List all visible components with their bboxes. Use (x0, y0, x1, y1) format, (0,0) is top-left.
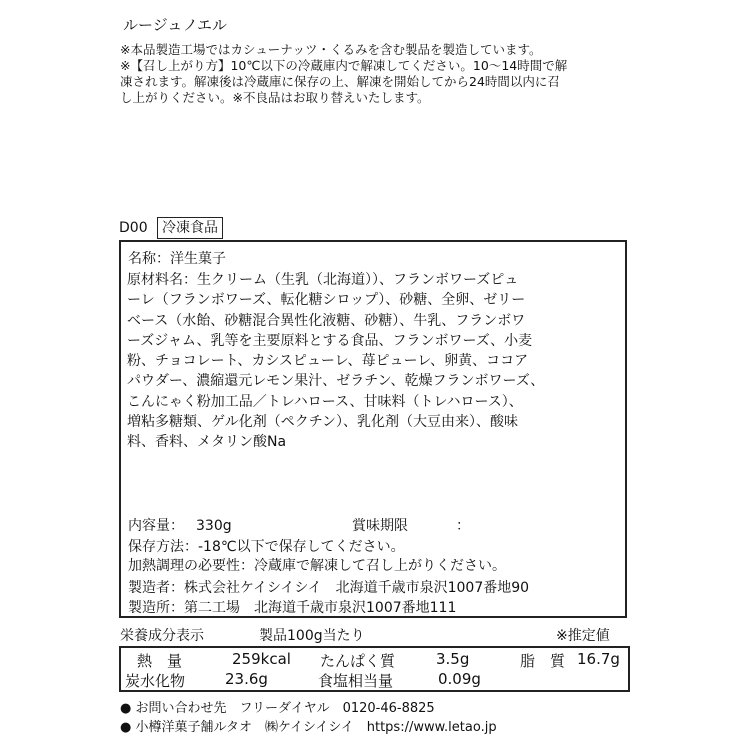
ingredients-line: 料、香料、メタリン酸Na (127, 434, 287, 451)
content-amount-label: 内容量： (128, 518, 184, 534)
salt-value: 0.09g (438, 670, 481, 688)
product-category: 名称：洋生菓子 (128, 251, 226, 267)
contact-line: ● お問い合わせ先 フリーダイヤル 0120-46-8825 (120, 701, 435, 716)
protein-label: たんぱく質 (320, 652, 396, 670)
ingredients-line: 粉、チョコレート、カシスピューレ、苺ピューレ、卵黄、ココア (127, 353, 529, 370)
note-line: し上がりください。※不良品はお取り替えいたします。 (120, 90, 430, 105)
storage-method: 保存方法：-18℃以下で保存してください。 (128, 539, 405, 555)
ingredients-line: 増粘多糖類、ゲル化剤（ペクチン）、乳化剤（大豆由来）、酸味 (127, 414, 519, 431)
ingredients-line: こんにゃく粉加工品／トレハロース、甘味料（トレハロース）、 (127, 393, 523, 410)
best-before-label: 賞味期限 (352, 518, 408, 534)
carbohydrate-value: 23.6g (225, 670, 268, 688)
product-name: ルージュノエル (123, 16, 227, 34)
protein-value: 3.5g (436, 650, 470, 668)
best-before-colon: ： (456, 518, 470, 534)
fat-label: 脂 質 (520, 652, 566, 670)
salt-label: 食塩相当量 (318, 672, 394, 690)
fat-value: 16.7g (577, 650, 620, 668)
company-line: ● 小樽洋菓子舗ルタオ ㈱ケイシイシイ https://www.letao.jp (120, 720, 497, 735)
ingredients-list (127, 270, 617, 453)
lot-code: D00 (119, 220, 148, 236)
note-line: ※本品製造工場ではカシューナッツ・くるみを含む製品を製造しています。 (120, 42, 542, 57)
nutrition-estimate-note: ※推定値 (556, 628, 610, 644)
carbohydrate-label: 炭水化物 (125, 672, 186, 690)
note-line: 凍されます。解凍後は冷蔵庫に保存の上、解凍を開始してから24時間以内に召 (120, 74, 560, 89)
heating-requirement: 加熱調理の必要性：冷蔵庫で解凍して召し上がりください。 (128, 558, 506, 574)
ingredients-line: ーズジャム、乳等を主要原料とする食品、フランボワーズ、小麦 (127, 332, 533, 349)
allergen-and-thawing-notes (120, 42, 640, 106)
nutrition-title: 栄養成分表示 (120, 628, 204, 644)
nutrition-unit: 製品100g当たり (259, 628, 365, 644)
ingredients-line: ーレ（フランボワーズ、転化糖シロップ）、砂糖、全卵、ゼリー (127, 292, 526, 309)
ingredients-line: パウダー、濃縮還元レモン果汁、ゼラチン、乾燥フランボワーズ、 (127, 373, 545, 390)
manufacturing-plant: 製造所：第二工場 北海道千歳市泉沢1007番地111 (128, 600, 457, 616)
energy-label: 熱 量 (137, 652, 183, 670)
ingredients-line: ベース（水飴、砂糖混合異性化液糖、砂糖）、牛乳、フランボワ (127, 312, 526, 329)
energy-value: 259kcal (232, 650, 291, 668)
frozen-food-badge: 冷凍食品 (157, 217, 223, 239)
manufacturer: 製造者：株式会社ケイシイシイ 北海道千歳市泉沢1007番地90 (128, 580, 530, 596)
note-line: ※【召し上がり方】10℃以下の冷蔵庫内で解凍してください。10～14時間で解 (120, 58, 568, 73)
content-amount-value: 330g (196, 518, 232, 534)
ingredients-line: 原材料名：生クリーム（生乳（北海道））、フランボワーズピュ (127, 272, 519, 288)
